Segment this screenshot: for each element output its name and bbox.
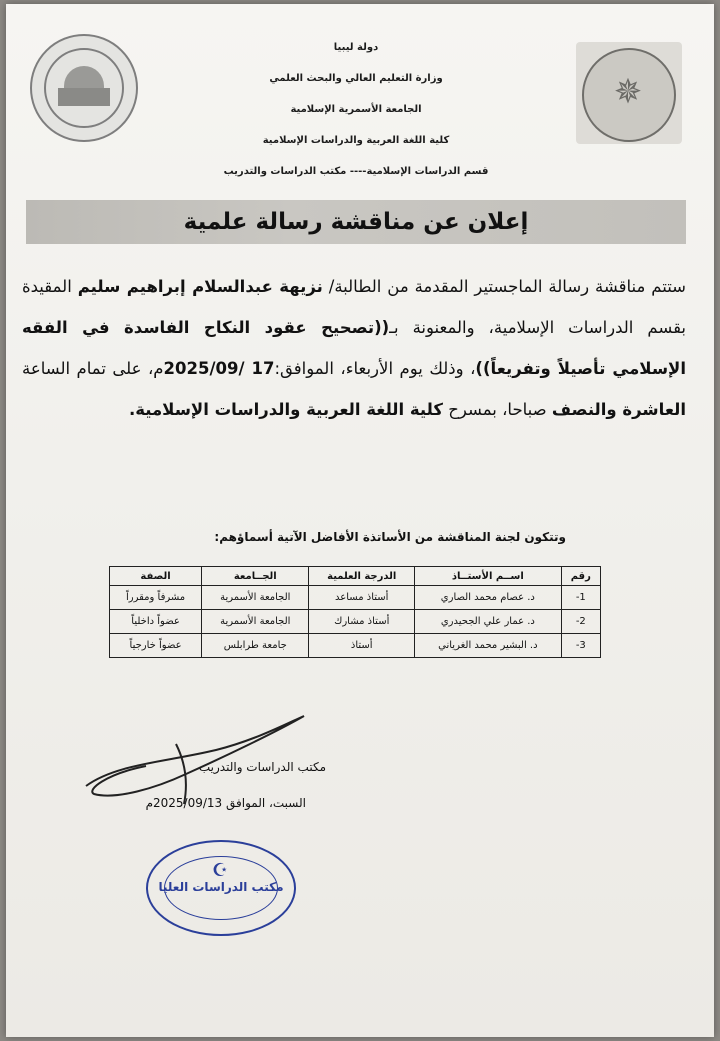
header-faculty: كلية اللغة العربية والدراسات الإسلامية	[262, 135, 450, 146]
header-department: قسم الدراسات الإسلامية---- مكتب الدراسات والتدريب	[223, 166, 489, 177]
member-name: د. عصام محمد الصاري	[415, 586, 562, 610]
body-text-5: صباحا، بمسرح	[448, 400, 547, 419]
row-number: 2-	[561, 610, 600, 634]
faculty-logo	[30, 34, 138, 142]
body-text-4: م، على تمام الساعة	[22, 359, 164, 378]
member-university: جامعة طرابلس	[202, 634, 309, 658]
header-ministry: وزارة التعليم العالي والبحث العلمي	[269, 73, 443, 84]
member-role: عضواً خارجياً	[110, 634, 202, 658]
defense-time: العاشرة والنصف	[551, 400, 686, 419]
document-page	[6, 4, 714, 1037]
table-row	[110, 610, 601, 634]
member-university: الجامعة الأسمرية	[202, 610, 309, 634]
university-logo	[576, 42, 682, 144]
row-number: 1-	[561, 586, 600, 610]
crescent-icon: ☪	[212, 860, 229, 881]
member-rank: أستاذ مشارك	[309, 610, 415, 634]
announcement-body	[22, 266, 686, 430]
signature-office: مكتب الدراسات والتدريب	[198, 760, 326, 774]
body-text-1: ستتم مناقشة رسالة الماجستير المقدمة من الطالبة/	[328, 277, 686, 296]
announcement-title: إعلان عن مناقشة رسالة علمية	[26, 200, 686, 244]
member-name: د. البشير محمد الغرياني	[415, 634, 562, 658]
row-number: 3-	[561, 634, 600, 658]
col-number: رقم	[561, 567, 600, 586]
committee-table	[109, 566, 601, 658]
member-role: مشرفاً ومقرراً	[110, 586, 202, 610]
student-name: نزيهة عبدالسلام إبراهيم سليم	[77, 277, 323, 296]
defense-date: 17 /2025/09	[163, 359, 275, 378]
body-text-3: ، وذلك يوم الأربعاء، الموافق:	[274, 359, 476, 378]
table-row	[110, 586, 601, 610]
thesis-title: ((تصحيح عقود النكاح الفاسدة في الفقه الإسلامي تأصيلاً وتفريعاً))	[22, 318, 686, 378]
committee-intro: وتتكون لجنة المناقشة من الأساتذة الأفاضل الآتية أسماؤهم:	[214, 530, 566, 544]
col-rank: الدرجة العلمية	[309, 567, 415, 586]
body-text-2: المقيدة بقسم الدراسات الإسلامية، والمعنونة بـ	[22, 277, 687, 337]
official-stamp	[146, 840, 296, 936]
member-name: د. عمار علي الجحيدري	[415, 610, 562, 634]
col-name: اســم الأستــاذ	[415, 567, 562, 586]
signature-date: السبت، الموافق 2025/09/13م	[145, 796, 306, 810]
header-state: دولة ليبيا	[333, 42, 379, 53]
table-row	[110, 634, 601, 658]
header-university: الجامعة الأسمرية الإسلامية	[290, 104, 422, 115]
table-header-row	[110, 567, 601, 586]
member-role: عضواً داخلياً	[110, 610, 202, 634]
logo-star-icon: ✵	[613, 72, 643, 112]
member-university: الجامعة الأسمرية	[202, 586, 309, 610]
logo-base	[58, 88, 110, 106]
col-role: الصفة	[110, 567, 202, 586]
member-rank: أستاذ	[309, 634, 415, 658]
stamp-text: مكتب الدراسات العليا	[158, 880, 284, 894]
member-rank: أستاذ مساعد	[309, 586, 415, 610]
letterhead	[146, 42, 566, 197]
col-university: الجــامعة	[202, 567, 309, 586]
defense-venue: كلية اللغة العربية والدراسات الإسلامية.	[128, 400, 443, 419]
